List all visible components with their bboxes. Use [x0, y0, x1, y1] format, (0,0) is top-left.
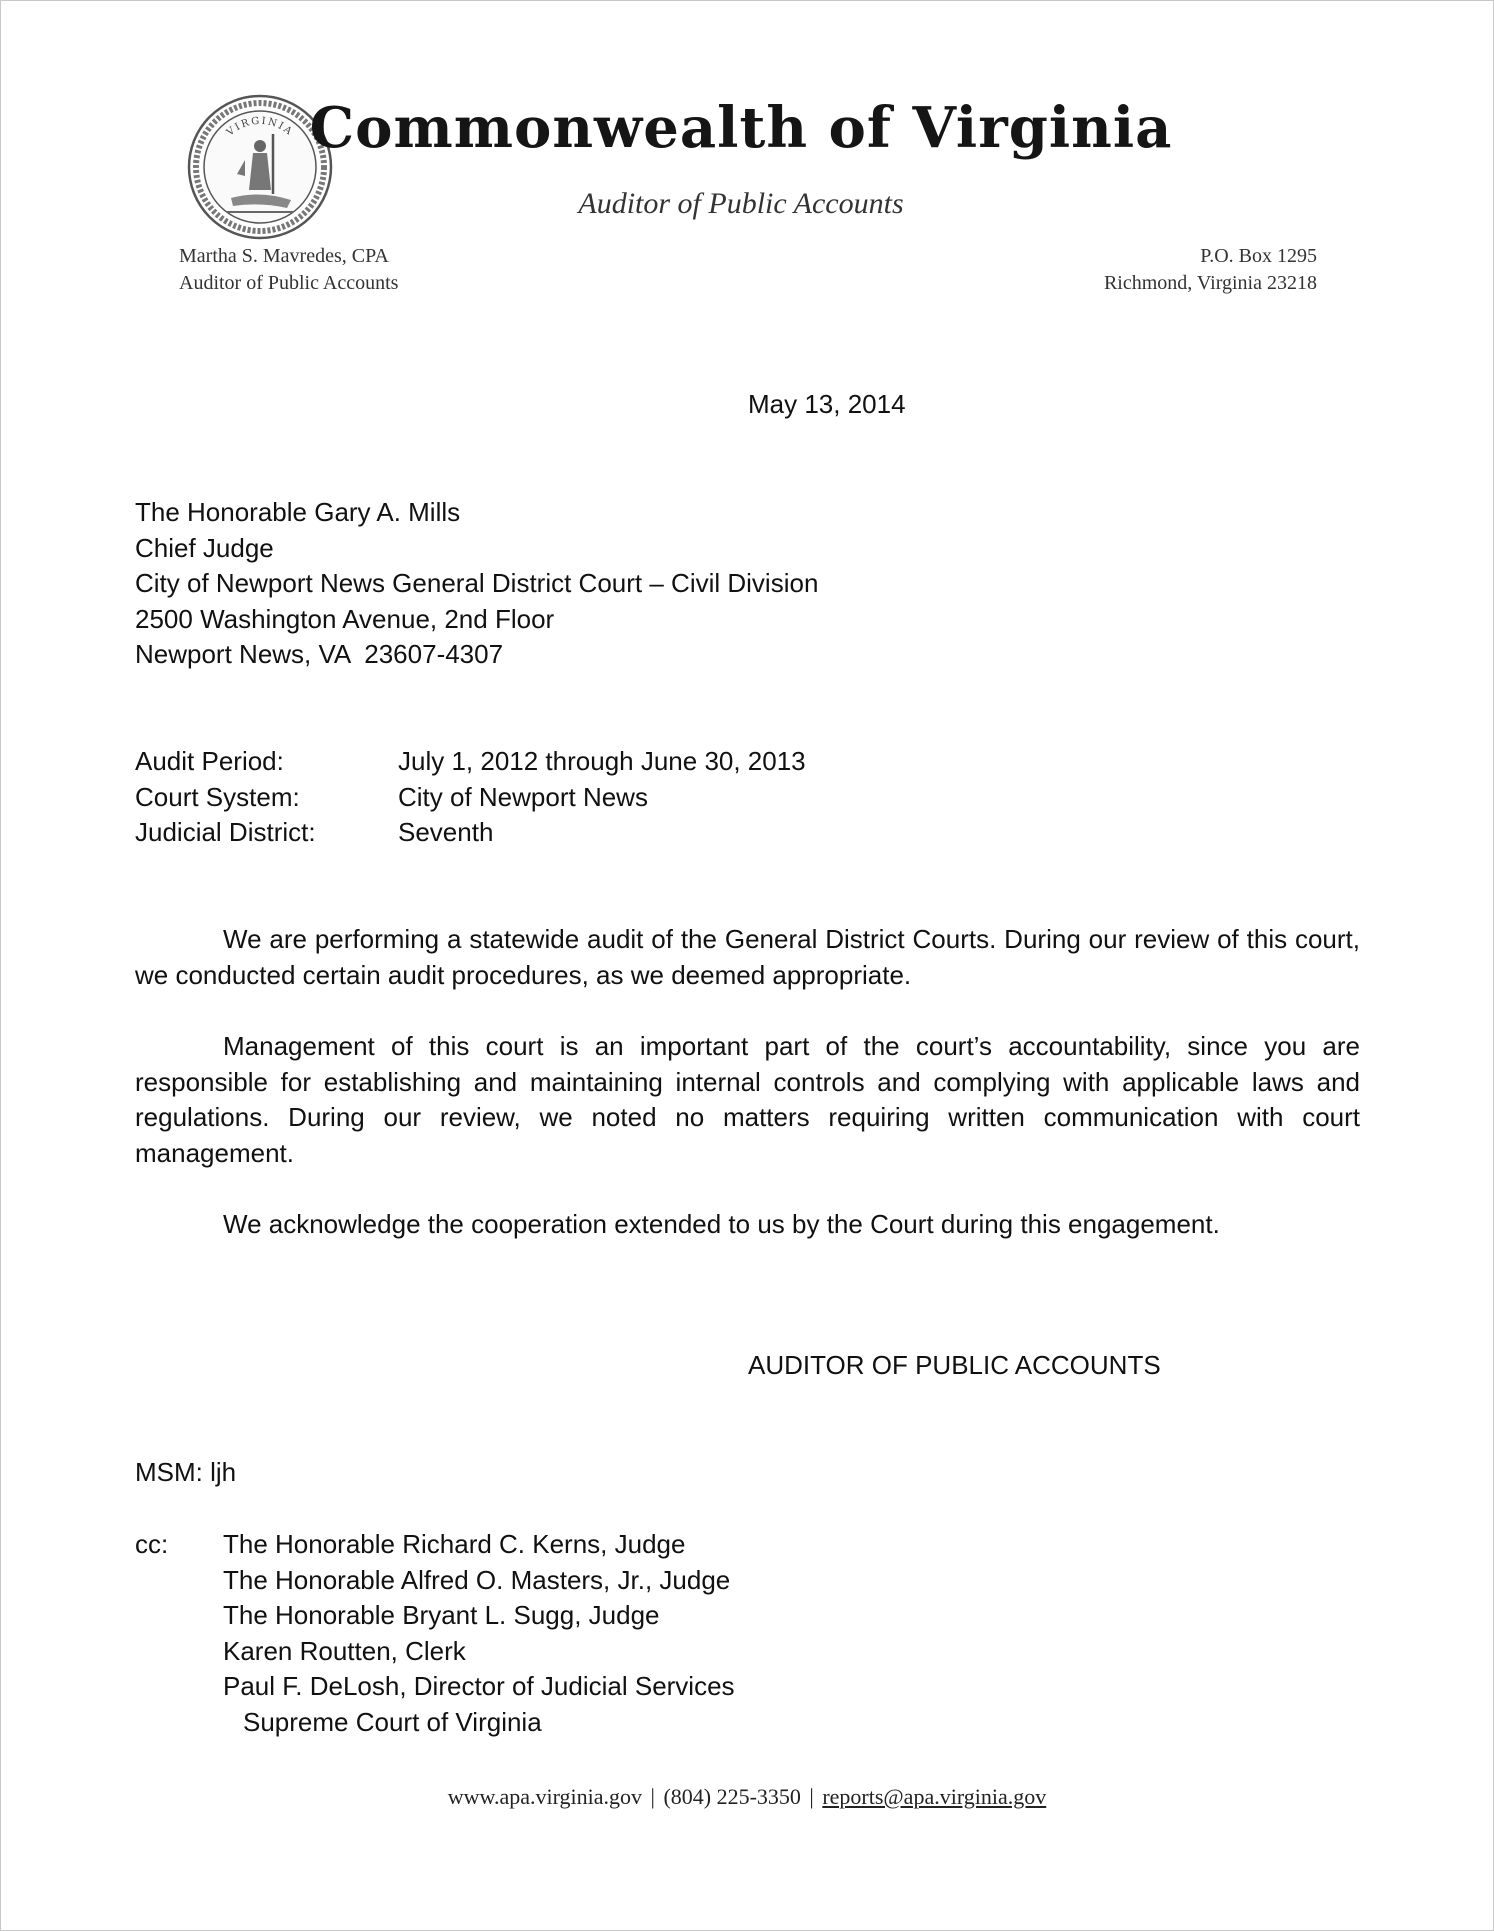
cc-row: [135, 1669, 735, 1705]
cc-recipient: Paul F. DeLosh, Director of Judicial Services: [223, 1671, 735, 1701]
cc-list: [135, 1527, 735, 1740]
recipient-court: City of Newport News General District Court – Civil Division: [135, 568, 819, 598]
audit-period-value: July 1, 2012 through June 30, 2013: [398, 746, 806, 776]
cc-recipient: The Honorable Bryant L. Sugg, Judge: [223, 1600, 660, 1630]
office-city: Richmond, Virginia 23218: [1103, 272, 1317, 294]
cc-recipient: Karen Routten, Clerk: [223, 1635, 466, 1666]
judicial-district-label: Judicial District:: [135, 817, 316, 847]
commonwealth-title: Commonwealth of Virginia: [309, 95, 1173, 161]
letter-date: May 13, 2014: [748, 389, 906, 419]
audit-info-row: [135, 744, 806, 780]
auditor-name: Martha S. Mavredes, CPA: [179, 245, 389, 267]
audit-info-row: [135, 780, 806, 816]
cc-recipient: The Honorable Alfred O. Masters, Jr., Judge: [223, 1564, 731, 1595]
recipient-address: [135, 495, 818, 673]
judicial-district-value: Seventh: [398, 817, 494, 847]
auditor-title: Auditor of Public Accounts: [179, 272, 399, 294]
body-paragraph-1: We are performing a statewide audit of the General District Courts. During our review of this court, we conducted certain audit procedures, as we deemed appropriate.: [135, 924, 1360, 990]
body-paragraph-3: We acknowledge the cooperation extended to us by the Court during this engagement.: [223, 1209, 1220, 1239]
cc-row: [135, 1527, 735, 1563]
cc-row: [135, 1705, 735, 1741]
audit-info-table: [135, 744, 806, 851]
footer-phone: (804) 225-3350: [663, 1784, 801, 1809]
cc-row: [135, 1634, 735, 1670]
footer-website-link[interactable]: www.apa.virginia.gov: [447, 1784, 643, 1809]
audit-period-label: Audit Period:: [135, 746, 284, 776]
court-system-value: City of Newport News: [398, 781, 648, 812]
recipient-title: Chief Judge: [135, 532, 274, 563]
footer-separator: |: [650, 1784, 655, 1809]
recipient-city: Newport News, VA 23607-4307: [135, 639, 504, 669]
footer-separator: |: [809, 1784, 814, 1809]
recipient-name: The Honorable Gary A. Mills: [135, 497, 461, 527]
recipient-street: 2500 Washington Avenue, 2nd Floor: [135, 603, 555, 634]
signoff: AUDITOR OF PUBLIC ACCOUNTS: [748, 1350, 1161, 1380]
office-subtitle: Auditor of Public Accounts: [578, 187, 904, 220]
cc-recipient: The Honorable Richard C. Kerns, Judge: [223, 1529, 686, 1559]
audit-info-row: [135, 815, 806, 851]
auditor-name-block: [179, 243, 398, 297]
seal-text: VIRGINIA: [224, 115, 296, 139]
body-paragraph-2: Management of this court is an important part of the court’s accountability, since you are responsible for establishing and maintaining internal controls and complying with applicable laws and regulations. During our review, we noted no matters requiring written communication with court management.: [135, 1031, 1360, 1169]
typist-initials: MSM: ljh: [135, 1457, 237, 1487]
cc-row: [135, 1563, 735, 1599]
cc-row: [135, 1598, 735, 1634]
footer-email-link[interactable]: reports@apa.virginia.gov: [822, 1784, 1047, 1809]
cc-label: cc:: [135, 1529, 169, 1559]
cc-recipient-continuation: Supreme Court of Virginia: [243, 1706, 542, 1737]
footer: [1, 1784, 1493, 1810]
office-address-block: [1104, 243, 1317, 297]
court-system-label: Court System:: [135, 781, 300, 812]
po-box: P.O. Box 1295: [1200, 245, 1317, 267]
